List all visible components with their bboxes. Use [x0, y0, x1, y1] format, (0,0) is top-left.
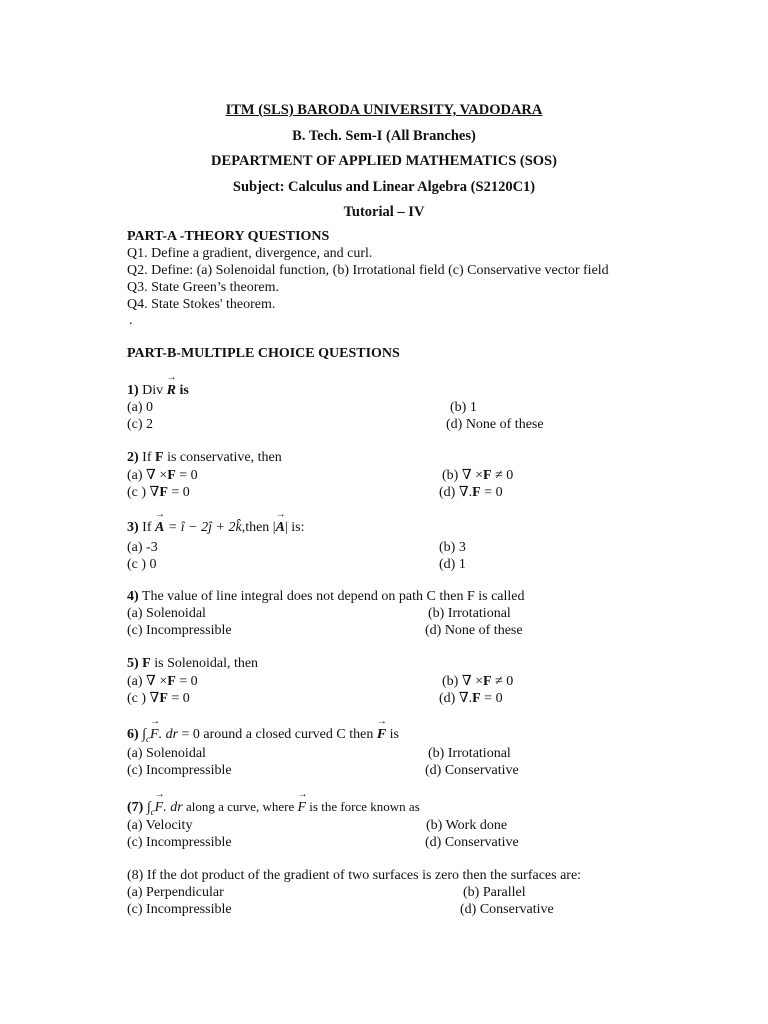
mcq-1-option-d: (d) None of these	[446, 417, 544, 432]
mcq-3-option-b: (b) 3	[439, 540, 466, 555]
mcq-2-question: 2) If F is conservative, then	[127, 450, 282, 465]
mcq-3-option-d: (d) 1	[439, 557, 466, 572]
mcq-4-option-d: (d) None of these	[425, 623, 523, 638]
part-a-q3: Q3. State Green’s theorem.	[127, 280, 280, 295]
mcq-7-option-c: (c) Incompressible	[127, 835, 232, 850]
part-a-q1: Q1. Define a gradient, divergence, and curl.	[127, 246, 373, 261]
mcq-1-option-b: (b) 1	[450, 400, 477, 415]
part-a-q2: Q2. Define: (a) Solenoidal function, (b) Irrotational field (c) Conservative vector field	[127, 263, 609, 278]
mcq-2-option-b: (b) ∇ ×F ≠ 0	[442, 468, 514, 483]
mcq-1-option-a: (a) 0	[127, 400, 154, 415]
mcq-4-question: 4) The value of line integral does not depend on path C then F is called	[127, 589, 525, 604]
mcq-5-option-b: (b) ∇ ×F ≠ 0	[442, 674, 514, 689]
mcq-7-option-d: (d) Conservative	[425, 835, 519, 850]
mcq-7-option-b: (b) Work done	[426, 818, 508, 833]
mcq-6-option-a: (a) Solenoidal	[127, 746, 206, 761]
mcq-8-option-c: (c) Incompressible	[127, 902, 232, 917]
mcq-6-option-b: (b) Irrotational	[428, 746, 511, 761]
mcq-5-option-a: (a) ∇ ×F = 0	[127, 674, 198, 689]
mcq-2-option-d: (d) ∇.F = 0	[439, 485, 503, 500]
mcq-6-option-c: (c) Incompressible	[127, 763, 232, 778]
mcq-4-option-c: (c) Incompressible	[127, 623, 232, 638]
mcq-1-option-c: (c) 2	[127, 417, 154, 432]
part-b-title: PART-B-MULTIPLE CHOICE QUESTIONS	[127, 346, 400, 361]
mcq-2-option-c: (c ) ∇F = 0	[127, 485, 190, 500]
mcq-8-option-b: (b) Parallel	[463, 885, 526, 900]
program-title: B. Tech. Sem-I (All Branches)	[292, 128, 476, 144]
subject-title: Subject: Calculus and Linear Algebra (S2120C1)	[232, 179, 536, 195]
mcq-3-question: 3) If → A = î − 2ĵ + 2k̂,then |→ A| is:	[127, 520, 304, 536]
department-title: DEPARTMENT OF APPLIED MATHEMATICS (SOS)	[211, 153, 557, 169]
part-a-title: PART-A -THEORY QUESTIONS	[127, 229, 330, 244]
mcq-5-question: 5) F is Solenoidal, then	[127, 656, 259, 671]
tutorial-title: Tutorial – IV	[343, 204, 425, 220]
mcq-4-option-b: (b) Irrotational	[428, 606, 511, 621]
mcq-5-option-c: (c ) ∇F = 0	[127, 691, 190, 706]
trailing-dot: .	[129, 313, 133, 328]
mcq-6-question: 6) $\int_c\to F$. dr = 0 around a closed curved C then → F is	[127, 727, 399, 744]
mcq-1-question: 1) Div → R is	[127, 383, 189, 399]
mcq-8-question: (8) If the dot product of the gradient of two surfaces is zero then the surfaces are:	[127, 868, 582, 883]
mcq-2-option-a: (a) ∇ ×F = 0	[127, 468, 198, 483]
mcq-6-option-d: (d) Conservative	[425, 763, 519, 778]
mcq-7-question: (7) $\int_c\to F$. dr along a curve, where → F is the force known as	[127, 799, 420, 817]
mcq-8-option-a: (a) Perpendicular	[127, 885, 224, 900]
mcq-4-option-a: (a) Solenoidal	[127, 606, 206, 621]
mcq-3-option-c: (c ) 0	[127, 557, 157, 572]
university-title: ITM (SLS) BARODA UNIVERSITY, VADODARA	[225, 102, 543, 118]
mcq-3-option-a: (a) -3	[127, 540, 158, 555]
mcq-7-option-a: (a) Velocity	[127, 818, 193, 833]
mcq-5-option-d: (d) ∇.F = 0	[439, 691, 503, 706]
part-a-q4: Q4. State Stokes' theorem.	[127, 297, 276, 312]
mcq-8-option-d: (d) Conservative	[460, 902, 554, 917]
